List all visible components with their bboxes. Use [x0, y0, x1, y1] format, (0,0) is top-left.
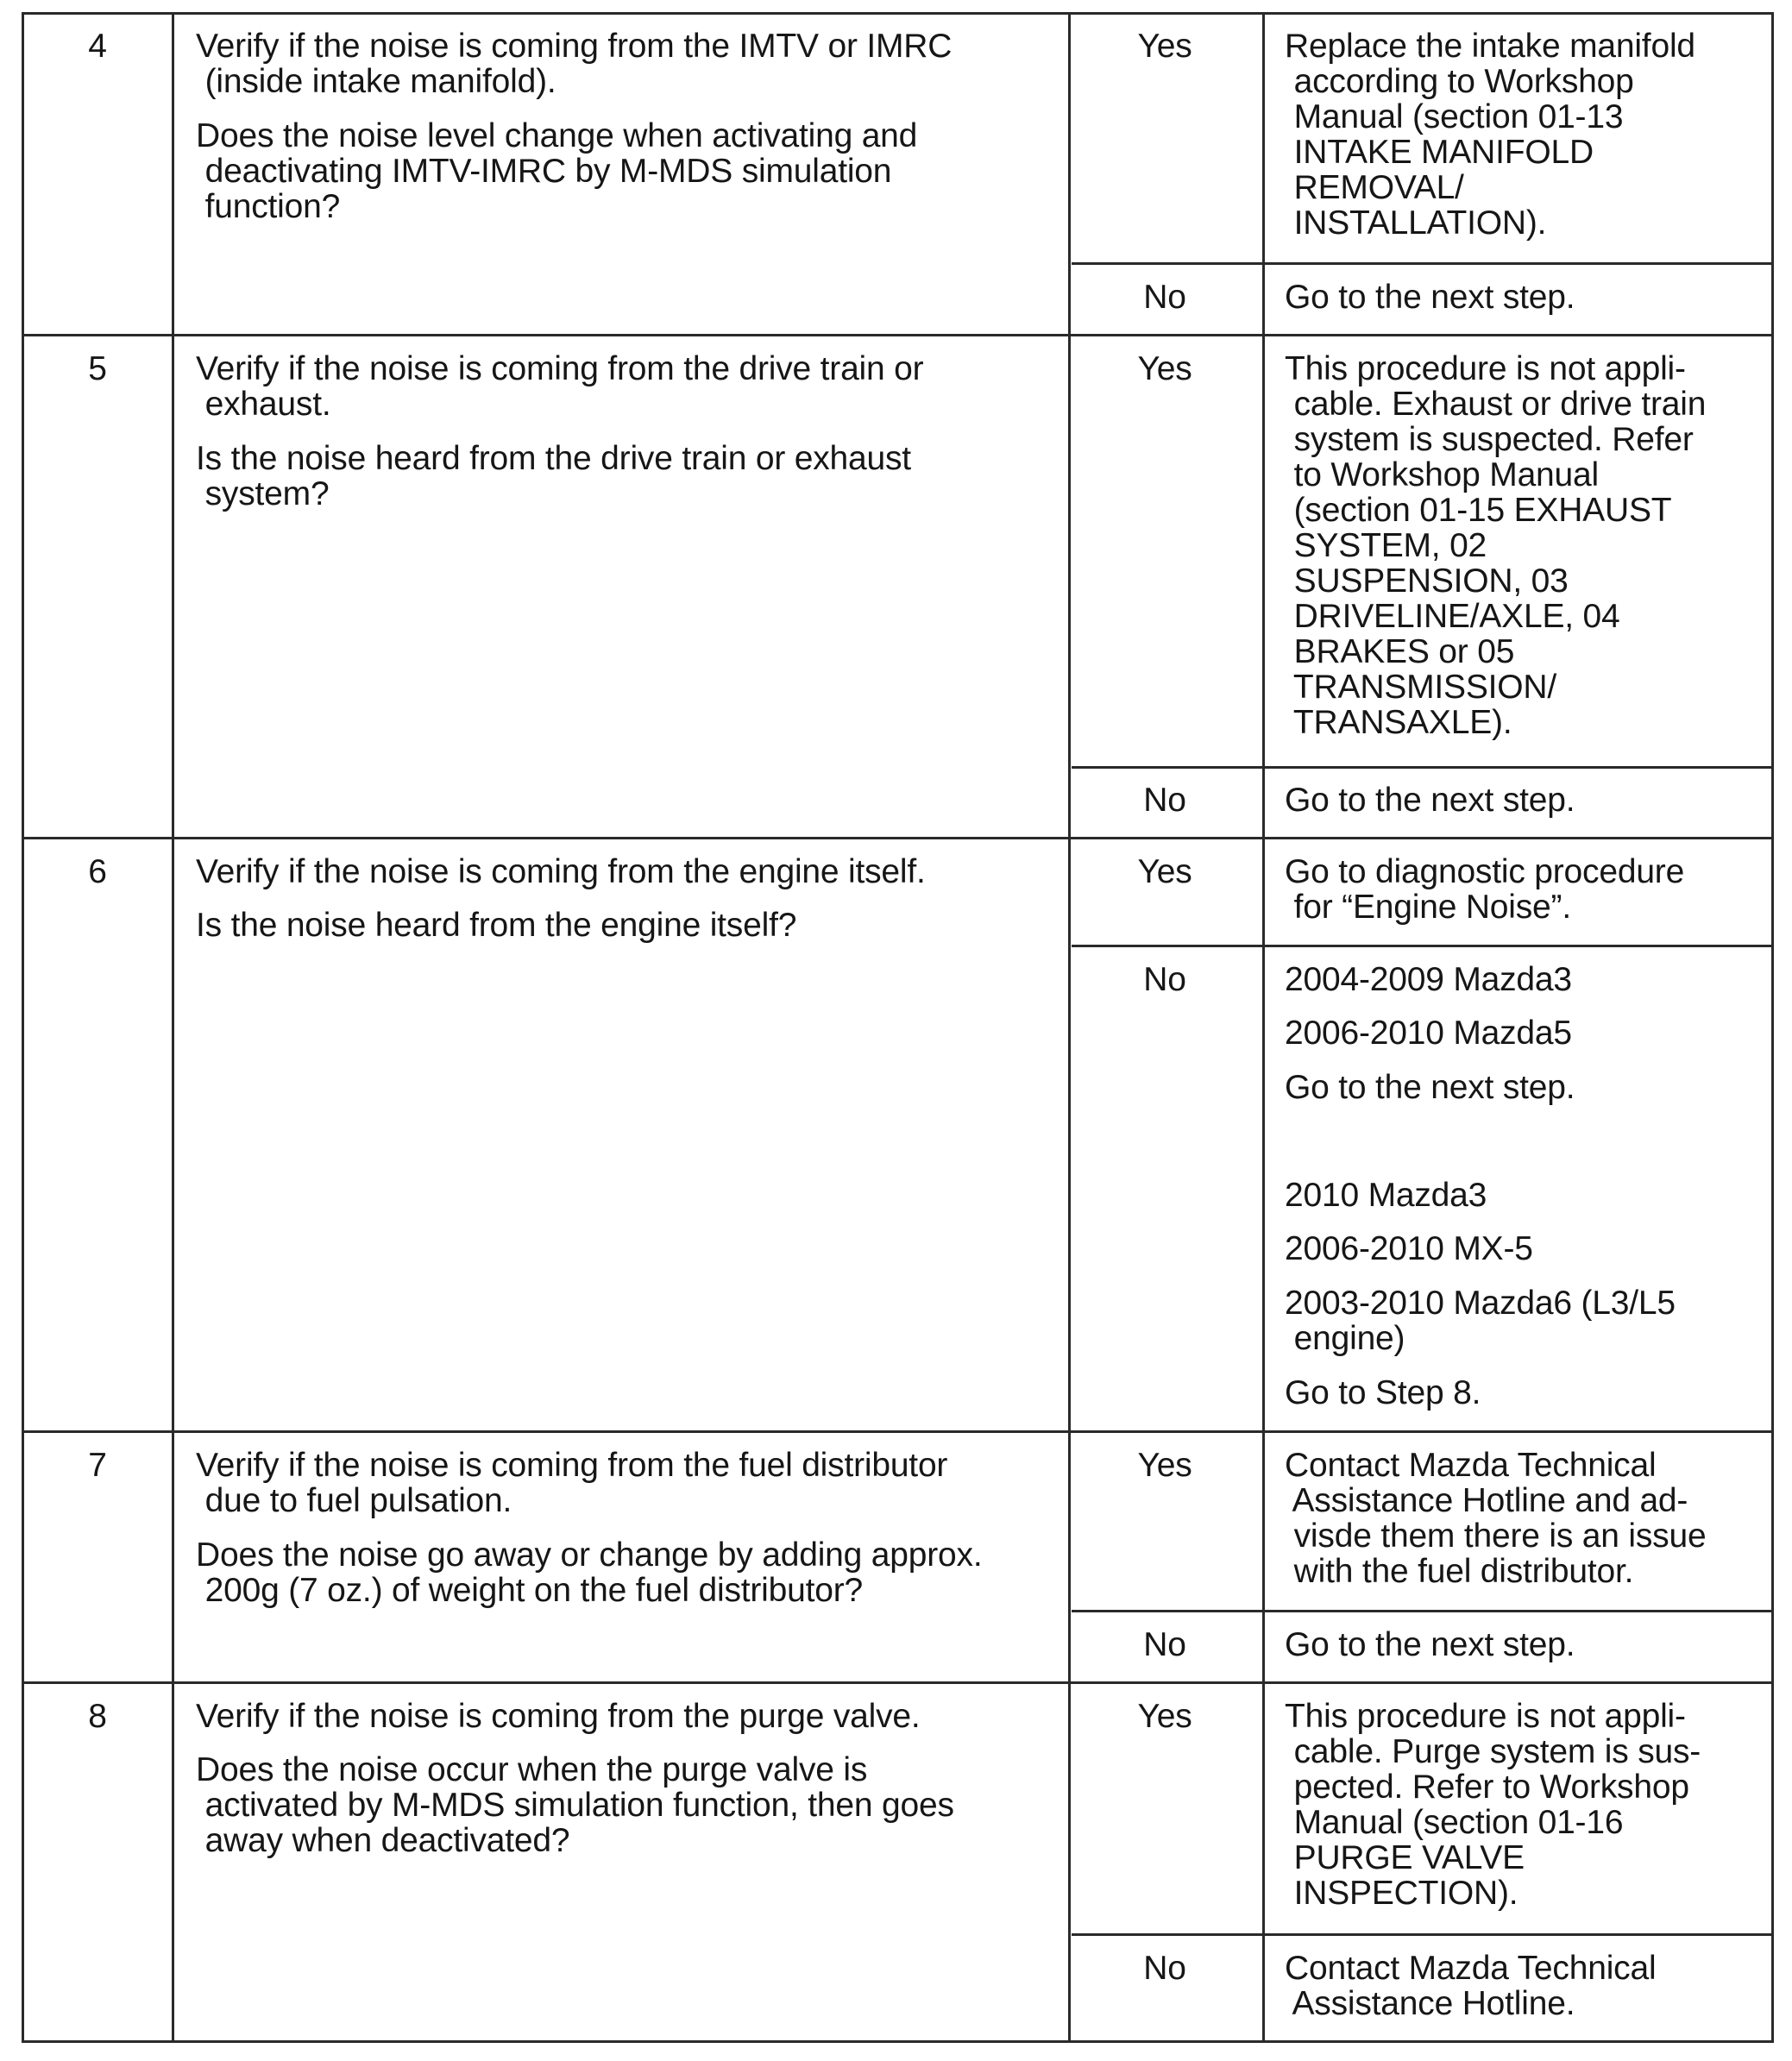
row-6-no-action-model-1: 2004-2009 Mazda3	[1285, 961, 1572, 998]
row-8-question2-line-2: activated by M-MDS simulation function, then goes	[196, 1787, 954, 1824]
row-6-yes-action-line-2: for “Engine Noise”.	[1285, 889, 1571, 926]
row-5-no-action: Go to the next step.	[1285, 782, 1575, 819]
row-7-yes-action-line-1: Contact Mazda Technical	[1285, 1447, 1657, 1484]
row-7-yes-action-line-2: Assistance Hotline and ad-	[1285, 1482, 1688, 1519]
row-4-question-line-2: (inside intake manifold).	[196, 63, 556, 100]
row-divider-4-5	[22, 334, 1773, 336]
row-7-yes-no-divider	[1072, 1610, 1773, 1612]
row-4-no-label: No	[1143, 279, 1186, 316]
row-4-yes-action-line-4: INTAKE MANIFOLD	[1285, 134, 1594, 171]
step-number-4: 4	[88, 28, 107, 65]
step-number-6: 6	[88, 853, 107, 890]
row-5-yes-action-line-8: DRIVELINE/AXLE, 04	[1285, 598, 1620, 635]
row-5-question2-line-1: Is the noise heard from the drive train or exhaust	[196, 440, 911, 477]
row-8-no-action-line-1: Contact Mazda Technical	[1285, 1950, 1657, 1987]
row-8-yes-action-line-2: cable. Purge system is sus-	[1285, 1733, 1701, 1770]
row-divider-7-8	[22, 1681, 1773, 1684]
step-number-5: 5	[88, 350, 107, 387]
row-4-yes-action-line-3: Manual (section 01-13	[1285, 98, 1624, 135]
row-6-no-action-instruction-2: Go to Step 8.	[1285, 1374, 1481, 1411]
table-border-left	[22, 12, 24, 2043]
row-5-yes-action-line-3: system is suspected. Refer	[1285, 421, 1694, 458]
row-6-yes-label: Yes	[1137, 853, 1192, 890]
row-8-yes-action-line-5: PURGE VALVE	[1285, 1839, 1525, 1876]
row-5-yes-action-line-2: cable. Exhaust or drive train	[1285, 386, 1707, 423]
row-4-yes-action-line-2: according to Workshop	[1285, 63, 1634, 100]
row-8-question2-line-1: Does the noise occur when the purge valve is	[196, 1751, 868, 1788]
table-border-bottom	[22, 2040, 1773, 2043]
row-divider-6-7	[22, 1430, 1773, 1433]
row-6-no-action-model-5-line-1: 2003-2010 Mazda6 (L3/L5	[1285, 1285, 1676, 1322]
row-6-no-label: No	[1143, 961, 1186, 998]
row-5-no-label: No	[1143, 782, 1186, 819]
step-number-8: 8	[88, 1698, 107, 1735]
row-8-yes-action-line-6: INSPECTION).	[1285, 1875, 1518, 1912]
row-5-question2-line-2: system?	[196, 475, 330, 512]
row-5-yes-action-line-9: BRAKES or 05	[1285, 633, 1515, 670]
row-5-yes-label: Yes	[1137, 350, 1192, 387]
question-column-divider	[1068, 12, 1071, 2043]
row-8-yes-action-line-3: pected. Refer to Workshop	[1285, 1769, 1689, 1806]
row-4-yes-action-line-5: REMOVAL/	[1285, 169, 1464, 206]
row-6-yes-no-divider	[1072, 945, 1773, 947]
row-6-no-action-model-4: 2006-2010 MX-5	[1285, 1230, 1533, 1267]
row-7-yes-action-line-4: with the fuel distributor.	[1285, 1553, 1634, 1590]
row-7-question2-line-1: Does the noise go away or change by adding approx.	[196, 1536, 983, 1574]
row-5-yes-action-line-5: (section 01-15 EXHAUST	[1285, 492, 1672, 529]
row-4-no-action: Go to the next step.	[1285, 279, 1575, 316]
row-8-no-action-line-2: Assistance Hotline.	[1285, 1985, 1575, 2022]
table-border-right	[1771, 12, 1774, 2043]
row-6-question-line-1: Verify if the noise is coming from the engine itself.	[196, 853, 926, 890]
table-border-top	[22, 12, 1773, 15]
row-5-question-line-2: exhaust.	[196, 386, 331, 423]
row-5-yes-action-line-1: This procedure is not appli-	[1285, 350, 1686, 387]
row-5-question-line-1: Verify if the noise is coming from the drive train or	[196, 350, 924, 387]
step-number-7: 7	[88, 1447, 107, 1484]
row-8-yes-no-divider	[1072, 1933, 1773, 1936]
row-5-yes-action-line-7: SUSPENSION, 03	[1285, 562, 1569, 600]
row-6-no-action-model-3: 2010 Mazda3	[1285, 1177, 1487, 1214]
row-4-question2-line-3: function?	[196, 188, 341, 225]
row-5-yes-action-line-10: TRANSMISSION/	[1285, 669, 1557, 706]
row-6-yes-action-line-1: Go to diagnostic procedure	[1285, 853, 1685, 890]
row-5-yes-action-line-6: SYSTEM, 02	[1285, 527, 1487, 564]
row-7-yes-action-line-3: visde them there is an issue	[1285, 1517, 1707, 1555]
row-6-no-action-instruction-1: Go to the next step.	[1285, 1069, 1575, 1106]
row-4-yes-action-line-1: Replace the intake manifold	[1285, 28, 1695, 65]
row-4-yes-label: Yes	[1137, 28, 1192, 65]
row-8-question2-line-3: away when deactivated?	[196, 1822, 570, 1859]
row-4-yes-no-divider	[1072, 262, 1773, 265]
row-8-yes-action-line-4: Manual (section 01-16	[1285, 1804, 1624, 1841]
row-4-question2-line-2: deactivating IMTV-IMRC by M-MDS simulation	[196, 153, 892, 190]
row-4-question2-line-1: Does the noise level change when activating and	[196, 117, 918, 154]
row-8-question-line-1: Verify if the noise is coming from the purge valve.	[196, 1698, 921, 1735]
row-divider-5-6	[22, 837, 1773, 839]
answer-column-divider	[1262, 12, 1265, 2043]
row-5-yes-action-line-11: TRANSAXLE).	[1285, 704, 1512, 741]
row-7-question-line-2: due to fuel pulsation.	[196, 1482, 512, 1519]
row-8-no-label: No	[1143, 1950, 1186, 1987]
row-5-yes-no-divider	[1072, 766, 1773, 769]
row-8-yes-label: Yes	[1137, 1698, 1192, 1735]
row-6-no-action-model-5-line-2: engine)	[1285, 1320, 1405, 1357]
row-7-question-line-1: Verify if the noise is coming from the fuel distributor	[196, 1447, 948, 1484]
row-7-yes-label: Yes	[1137, 1447, 1192, 1484]
row-6-question2-line-1: Is the noise heard from the engine itself?	[196, 907, 797, 944]
row-4-yes-action-line-6: INSTALLATION).	[1285, 204, 1547, 242]
row-7-no-action: Go to the next step.	[1285, 1626, 1575, 1663]
row-4-question-line-1: Verify if the noise is coming from the IMTV or IMRC	[196, 28, 953, 65]
step-column-divider	[172, 12, 174, 2043]
row-8-yes-action-line-1: This procedure is not appli-	[1285, 1698, 1686, 1735]
row-7-question2-line-2: 200g (7 oz.) of weight on the fuel distributor?	[196, 1572, 864, 1609]
row-6-no-action-model-2: 2006-2010 Mazda5	[1285, 1015, 1572, 1052]
row-5-yes-action-line-4: to Workshop Manual	[1285, 456, 1599, 493]
row-7-no-label: No	[1143, 1626, 1186, 1663]
